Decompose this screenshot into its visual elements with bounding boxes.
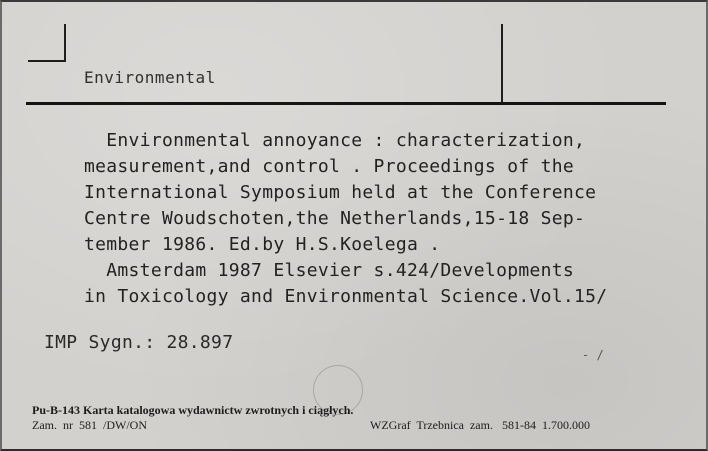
entry-line: in Toxicology and Environmental Science.Vol.15/ (84, 286, 608, 307)
corner-mark-horizontal (28, 60, 66, 62)
entry-line: tember 1986. Ed.by H.S.Koelega . (84, 234, 441, 255)
entry-line: Amsterdam 1987 Elsevier s.424/Developments (84, 260, 575, 281)
printer-order-number: Zam. nr 581 /DW/ON (32, 418, 147, 432)
call-number: IMP Sygn.: 28.897 (44, 332, 234, 353)
entry-line: measurement,and control . Proceedings of the (84, 156, 575, 177)
margin-mark: - / (582, 348, 604, 362)
subject-heading: Environmental (84, 68, 216, 87)
entry-line: Environmental annoyance : characterization, (84, 130, 586, 151)
entry-line: International Symposium held at the Conference (84, 182, 597, 203)
header-divider (501, 24, 503, 102)
header-rule (26, 102, 666, 105)
printer-imprint-title: Pu-B-143 Karta katalogowa wydawnictw zwrotnych i ciągłych. (32, 403, 354, 417)
printer-imprint: WZGraf Trzebnica zam. 581-84 1.700.000 (370, 418, 590, 432)
entry-line: Centre Woudschoten,the Netherlands,15-18 Sep- (84, 208, 586, 229)
corner-mark-vertical (64, 24, 66, 62)
